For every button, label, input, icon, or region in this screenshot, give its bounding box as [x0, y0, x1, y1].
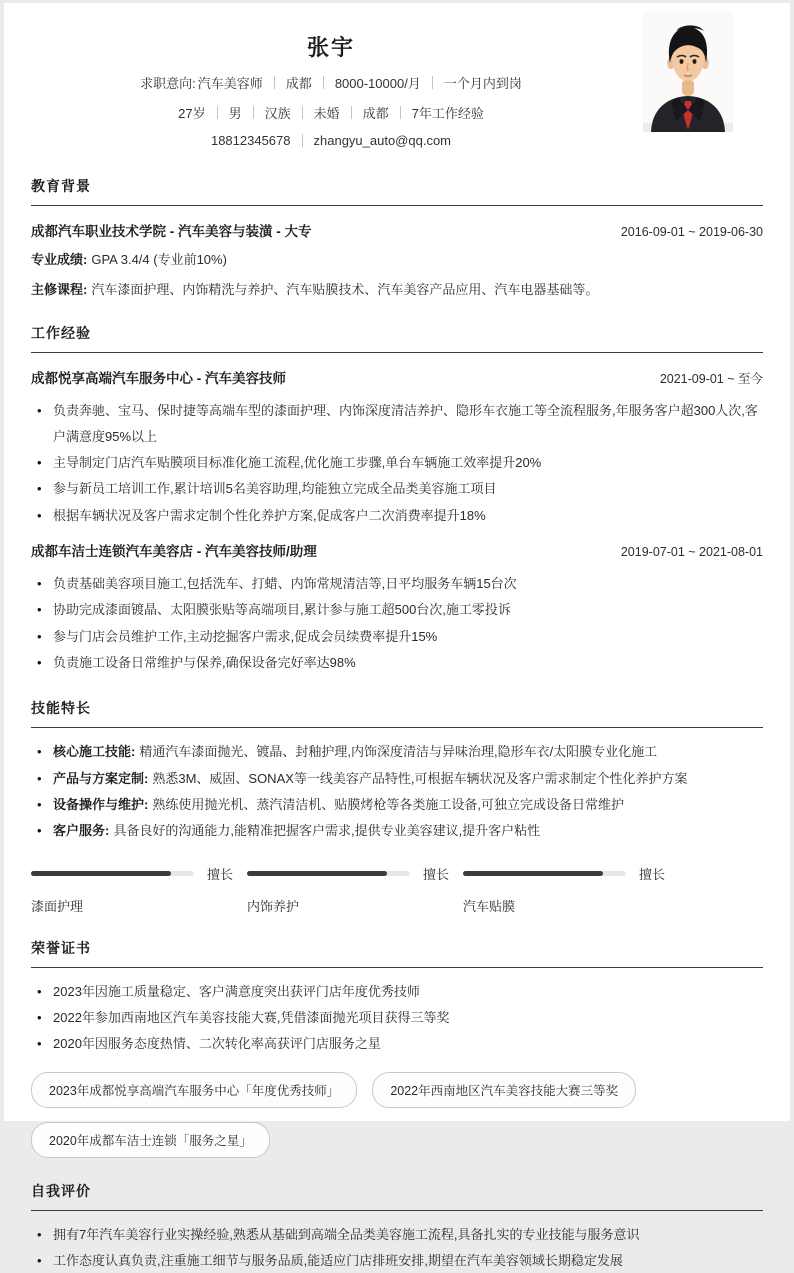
skills-bullet-list: [31, 739, 763, 843]
edu-gpa-value: GPA 3.4/4 (专业前10%): [91, 252, 227, 267]
section-honors: [31, 938, 763, 1158]
skill-text: 熟练使用抛光机、蒸汽清洁机、贴膜烤枪等各类施工设备,可独立完成设备日常维护: [152, 797, 624, 813]
honor-badges: [31, 1072, 763, 1158]
edu-courses-label: 主修课程:: [31, 282, 88, 298]
intent-salary: 8000-10000/月: [334, 76, 421, 91]
skill-label: 客户服务:: [53, 823, 110, 839]
bullet-item: [31, 818, 763, 843]
bullet-item: • 工作态度认真负责,注重施工细节与服务品质,能适应门店排班安排,期望在汽车美容领域长期稳定发展: [31, 1248, 763, 1273]
skill-name: 漆面护理: [31, 898, 84, 914]
section-title-self-evaluation: 自我评价: [31, 1181, 763, 1211]
candidate-photo: [643, 11, 733, 132]
edu-gpa-line: [31, 250, 763, 270]
experience-years: 7年工作经验: [411, 106, 484, 121]
bullet-item: • 负责施工设备日常维护与保养,确保设备完好率达98%: [31, 650, 763, 675]
job-heading: 成都悦享高端汽车服务中心 - 汽车美容技师: [31, 371, 286, 387]
job-heading: 成都车洁士连锁汽车美容店 - 汽车美容技师/助理: [31, 544, 317, 559]
bullet-item: • 2023年因施工质量稳定、客户满意度突出获评门店年度优秀技师: [31, 979, 763, 1004]
skill-bar-fill: [247, 871, 387, 876]
skill-bar-fill: [463, 871, 603, 876]
contact-line: [31, 133, 631, 148]
resume-header: [31, 3, 763, 153]
skill-bars-row: [31, 864, 763, 915]
skill-name: 汽车贴膜: [463, 898, 516, 914]
skill-label: 产品与方案定制:: [53, 770, 149, 786]
section-title-skills: 技能特长: [31, 698, 763, 728]
separator: [351, 106, 352, 119]
bullet-item: • 负责奔驰、宝马、保时捷等高端车型的漆面护理、内饰深度清洁养护、隐形车衣施工等全流程服务,年服务客户超300人次,客户满意度95%以上: [31, 398, 763, 449]
honor-badge: 2020年成都车洁士连锁「服务之星」: [31, 1122, 270, 1158]
avatar-illustration: [643, 11, 733, 132]
skill-bar-group: [247, 864, 463, 915]
section-self-evaluation: [31, 1181, 763, 1273]
intent-label: 求职意向:: [140, 76, 196, 91]
bullet-item: • 参与新员工培训工作,累计培训5名美容助理,均能独立完成全品类美容施工项目: [31, 476, 763, 501]
edu-school-line: 成都汽车职业技术学院 - 汽车美容与装潢 - 大专: [31, 224, 312, 239]
separator: [302, 134, 303, 147]
email-address: zhangyu_auto@qq.com: [313, 133, 452, 148]
separator: [323, 76, 324, 89]
skill-bar-track: [463, 871, 626, 876]
bullet-item: • 根据车辆状况及客户需求定制个性化养护方案,促成客户二次消费率提升18%: [31, 503, 763, 528]
marital-status: 未婚: [313, 106, 340, 121]
honors-bullet-list: [31, 979, 763, 1057]
self-evaluation-bullet-list: [31, 1222, 763, 1273]
bullet-item: • 协助完成漆面镀晶、太阳膜张贴等高端项目,累计参与施工超500台次,施工零投诉: [31, 597, 763, 622]
phone-number: 18812345678: [210, 133, 291, 148]
edu-date-range: 2016-09-01 ~ 2019-06-30: [620, 225, 763, 239]
job-bullet-list: [31, 398, 763, 528]
skill-level-label: 擅长: [207, 866, 234, 882]
skill-bar-track: [247, 871, 410, 876]
bullet-item: [31, 739, 763, 764]
resume-page: [4, 3, 790, 1269]
candidate-name: 张宇: [306, 35, 355, 60]
skill-text: 具备良好的沟通能力,能精准把握客户需求,提供专业美容建议,提升客户粘性: [113, 823, 541, 839]
ethnicity: 汉族: [264, 106, 291, 121]
job-bullet-list: [31, 571, 763, 675]
skill-bar-track: [31, 871, 194, 876]
honor-badge: 2022年西南地区汽车美容技能大赛三等奖: [372, 1072, 636, 1108]
skill-text: 熟悉3M、威固、SONAX等一线美容产品特性,可根据车辆状况及客户需求制定个性化养护方案: [152, 770, 688, 786]
bullet-item: [31, 766, 763, 791]
skill-name: 内饰养护: [247, 898, 300, 914]
bullet-item: • 参与门店会员维护工作,主动挖掘客户需求,促成会员续费率提升15%: [31, 624, 763, 649]
location: 成都: [362, 106, 389, 121]
skill-text: 精通汽车漆面抛光、镀晶、封釉护理,内饰深度清洁与异味治理,隐形车衣/太阳膜专业化施工: [139, 744, 658, 760]
skill-bar-fill: [31, 871, 171, 876]
bullet-item: [31, 792, 763, 817]
job-date-range: 2021-09-01 ~ 至今: [659, 372, 763, 387]
section-education: [31, 176, 763, 300]
separator: [302, 106, 303, 119]
separator: [274, 76, 275, 89]
separator: [217, 106, 218, 119]
intent-position: 汽车美容师: [197, 76, 263, 91]
intent-availability: 一个月内到岗: [443, 76, 522, 91]
skill-bar-group: [31, 864, 247, 915]
skill-bar-group: [463, 864, 679, 915]
section-work-experience: [31, 323, 763, 675]
intent-city: 成都: [285, 76, 312, 91]
bullet-item: • 主导制定门店汽车贴膜项目标准化施工流程,优化施工步骤,单台车辆施工效率提升20%: [31, 450, 763, 475]
section-title-work: 工作经验: [31, 323, 763, 353]
separator: [400, 106, 401, 119]
separator: [432, 76, 433, 89]
bullet-item: • 2022年参加西南地区汽车美容技能大赛,凭借漆面抛光项目获得三等奖: [31, 1005, 763, 1030]
edu-courses-value: 汽车漆面护理、内饰精洗与养护、汽车贴膜技术、汽车美容产品应用、汽车电器基础等。: [91, 282, 599, 298]
basic-info-line: [31, 103, 631, 122]
job-intent-line: [31, 73, 631, 92]
age: 27岁: [178, 106, 206, 121]
bullet-item: • 拥有7年汽车美容行业实操经验,熟悉从基础到高端全品类美容施工流程,具备扎实的专业技能与服务意识: [31, 1222, 763, 1247]
section-skills: [31, 698, 763, 914]
section-title-education: 教育背景: [31, 176, 763, 206]
separator: [253, 106, 254, 119]
header-text-block: [31, 3, 631, 148]
skill-label: 设备操作与维护:: [53, 797, 149, 813]
honor-badge: 2023年成都悦享高端汽车服务中心「年度优秀技师」: [31, 1072, 357, 1108]
job-date-range: 2019-07-01 ~ 2021-08-01: [620, 545, 763, 559]
skill-label: 核心施工技能:: [53, 744, 136, 760]
skill-level-label: 擅长: [423, 866, 450, 882]
section-title-honors: 荣誉证书: [31, 938, 763, 968]
bullet-item: • 负责基础美容项目施工,包括洗车、打蜡、内饰常规清洁等,日平均服务车辆15台次: [31, 571, 763, 596]
skill-level-label: 擅长: [639, 866, 666, 882]
bullet-item: • 2020年因服务态度热情、二次转化率高获评门店服务之星: [31, 1031, 763, 1056]
gender: 男: [228, 106, 242, 121]
edu-courses-line: [31, 280, 763, 300]
edu-gpa-label: 专业成绩:: [31, 252, 88, 267]
